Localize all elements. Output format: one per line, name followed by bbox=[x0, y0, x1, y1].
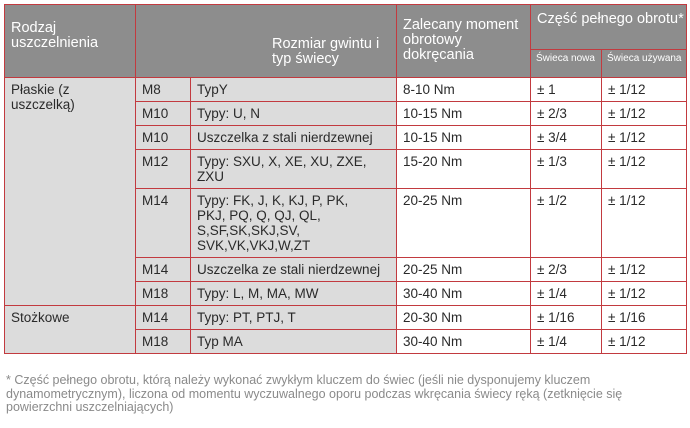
torque-cell: 8-10 Nm bbox=[397, 78, 531, 102]
header-torque: Zalecany moment obrotowy dokręcania bbox=[397, 5, 531, 78]
new-cell: ± 1/3 bbox=[531, 150, 602, 189]
header-rotation: Część pełnego obrotu* bbox=[531, 5, 687, 50]
plug-cell: Typ MA bbox=[191, 330, 397, 354]
used-cell: ± 1/12 bbox=[602, 150, 687, 189]
new-cell: ± 1/2 bbox=[531, 189, 602, 258]
torque-cell: 20-25 Nm bbox=[397, 258, 531, 282]
used-cell: ± 1/16 bbox=[602, 306, 687, 330]
header-used-plug: Świeca używana bbox=[602, 50, 687, 78]
plug-cell: Uszczelka ze stali nierdzewnej bbox=[191, 258, 397, 282]
new-cell: ± 1 bbox=[531, 78, 602, 102]
thread-cell: M8 bbox=[136, 78, 191, 102]
plug-cell: Uszczelka z stali nierdzewnej bbox=[191, 126, 397, 150]
used-cell: ± 1/12 bbox=[602, 189, 687, 258]
category-conical: Stożkowe bbox=[5, 306, 136, 354]
table-row bbox=[5, 306, 687, 330]
header-thread-size: Rozmiar gwintu i typ świecy bbox=[136, 5, 397, 78]
header-new-plug: Świeca nowa bbox=[531, 50, 602, 78]
torque-cell: 20-30 Nm bbox=[397, 306, 531, 330]
plug-cell: Typy: SXU, X, XE, XU, ZXE, ZXU bbox=[191, 150, 397, 189]
torque-cell: 15-20 Nm bbox=[397, 150, 531, 189]
plug-cell: Typy: L, M, MA, MW bbox=[191, 282, 397, 306]
used-cell: ± 1/12 bbox=[602, 78, 687, 102]
table-row bbox=[5, 78, 687, 102]
plug-cell: Typy: U, N bbox=[191, 102, 397, 126]
header-seal-type: Rodzaj uszczelnienia bbox=[5, 5, 136, 78]
used-cell: ± 1/12 bbox=[602, 258, 687, 282]
new-cell: ± 3/4 bbox=[531, 126, 602, 150]
new-cell: ± 1/16 bbox=[531, 306, 602, 330]
plug-cell: Typy: FK, J, K, KJ, P, PK, PKJ, PQ, Q, QJ, QL, S,SF,SK,SKJ,SV, SVK,VK,VKJ,W,ZT bbox=[191, 189, 397, 258]
new-cell: ± 1/4 bbox=[531, 282, 602, 306]
thread-cell: M10 bbox=[136, 126, 191, 150]
torque-cell: 10-15 Nm bbox=[397, 126, 531, 150]
thread-cell: M12 bbox=[136, 150, 191, 189]
plug-cell: TypY bbox=[191, 78, 397, 102]
used-cell: ± 1/12 bbox=[602, 102, 687, 126]
new-cell: ± 2/3 bbox=[531, 102, 602, 126]
new-cell: ± 1/4 bbox=[531, 330, 602, 354]
footnote: * Część pełnego obrotu, którą należy wykonać zwykłym kluczem do świec (jeśli nie dysponujemy kluczem dynamometrycznym), liczona od momentu wyczuwalnego oporu podczas wkręcania świecy ręką (zetknięcie się powierzchni uszczelniających) bbox=[6, 373, 623, 414]
torque-cell: 20-25 Nm bbox=[397, 189, 531, 258]
torque-cell: 30-40 Nm bbox=[397, 330, 531, 354]
used-cell: ± 1/12 bbox=[602, 126, 687, 150]
plug-cell: Typy: PT, PTJ, T bbox=[191, 306, 397, 330]
thread-cell: M18 bbox=[136, 282, 191, 306]
torque-cell: 30-40 Nm bbox=[397, 282, 531, 306]
thread-cell: M18 bbox=[136, 330, 191, 354]
thread-cell: M14 bbox=[136, 306, 191, 330]
thread-cell: M14 bbox=[136, 258, 191, 282]
thread-cell: M10 bbox=[136, 102, 191, 126]
used-cell: ± 1/12 bbox=[602, 282, 687, 306]
thread-cell: M14 bbox=[136, 189, 191, 258]
torque-cell: 10-15 Nm bbox=[397, 102, 531, 126]
used-cell: ± 1/12 bbox=[602, 330, 687, 354]
torque-table bbox=[4, 4, 687, 354]
category-flat: Płaskie (z uszczelką) bbox=[5, 78, 136, 306]
new-cell: ± 2/3 bbox=[531, 258, 602, 282]
